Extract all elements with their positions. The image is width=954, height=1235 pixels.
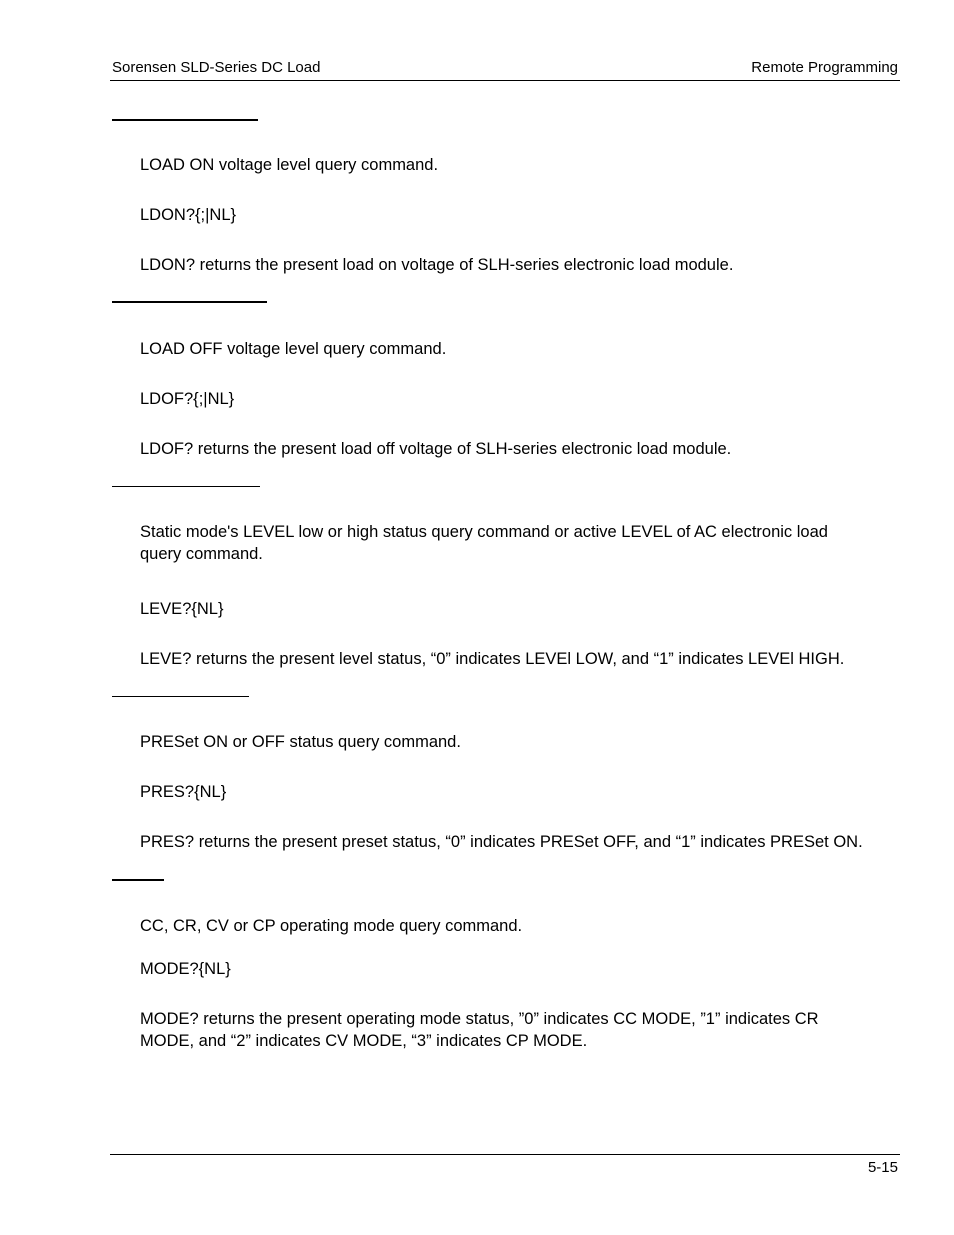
section-heading-rule — [112, 696, 249, 697]
section-returns: PRES? returns the present preset status, “0” indicates PRESet OFF, and “1” indicates PRESet ON. — [140, 833, 863, 851]
section-returns: LDON? returns the present load on voltage of SLH-series electronic load module. — [140, 256, 734, 274]
section-heading-rule — [112, 879, 164, 881]
section-syntax: PRES?{NL} — [140, 783, 227, 801]
section-returns: LDOF? returns the present load off voltage of SLH-series electronic load module. — [140, 440, 732, 458]
header-title: Sorensen SLD-Series DC Load — [112, 59, 321, 76]
section-description: LOAD OFF voltage level query command. — [140, 340, 447, 358]
section-syntax: MODE?{NL} — [140, 960, 231, 978]
section-returns: LEVE? returns the present level status, “0” indicates LEVEl LOW, and “1” indicates LEVEl HIGH. — [140, 650, 845, 668]
header-section: Remote Programming — [751, 59, 898, 76]
section-syntax: LEVE?{NL} — [140, 600, 224, 618]
section-description: LOAD ON voltage level query command. — [140, 156, 439, 174]
section-description: PRESet ON or OFF status query command. — [140, 733, 461, 751]
section-heading-rule — [112, 119, 258, 121]
section-description: Static mode's LEVEL low or high status query command or active LEVEL of AC electronic load — [140, 523, 828, 541]
section-description-continued: query command. — [140, 545, 263, 563]
section-heading-rule — [112, 486, 260, 487]
header-divider — [110, 80, 900, 81]
section-returns: MODE? returns the present operating mode status, ”0” indicates CC MODE, ”1” indicates CR — [140, 1010, 819, 1028]
section-returns-continued: MODE, and “2” indicates CV MODE, “3” indicates CP MODE. — [140, 1032, 588, 1050]
section-syntax: LDOF?{;|NL} — [140, 390, 235, 408]
section-syntax: LDON?{;|NL} — [140, 206, 237, 224]
section-heading-rule — [112, 301, 267, 303]
page-number: 5-15 — [867, 1159, 898, 1176]
section-description: CC, CR, CV or CP operating mode query command. — [140, 917, 523, 935]
footer-divider — [110, 1154, 900, 1155]
